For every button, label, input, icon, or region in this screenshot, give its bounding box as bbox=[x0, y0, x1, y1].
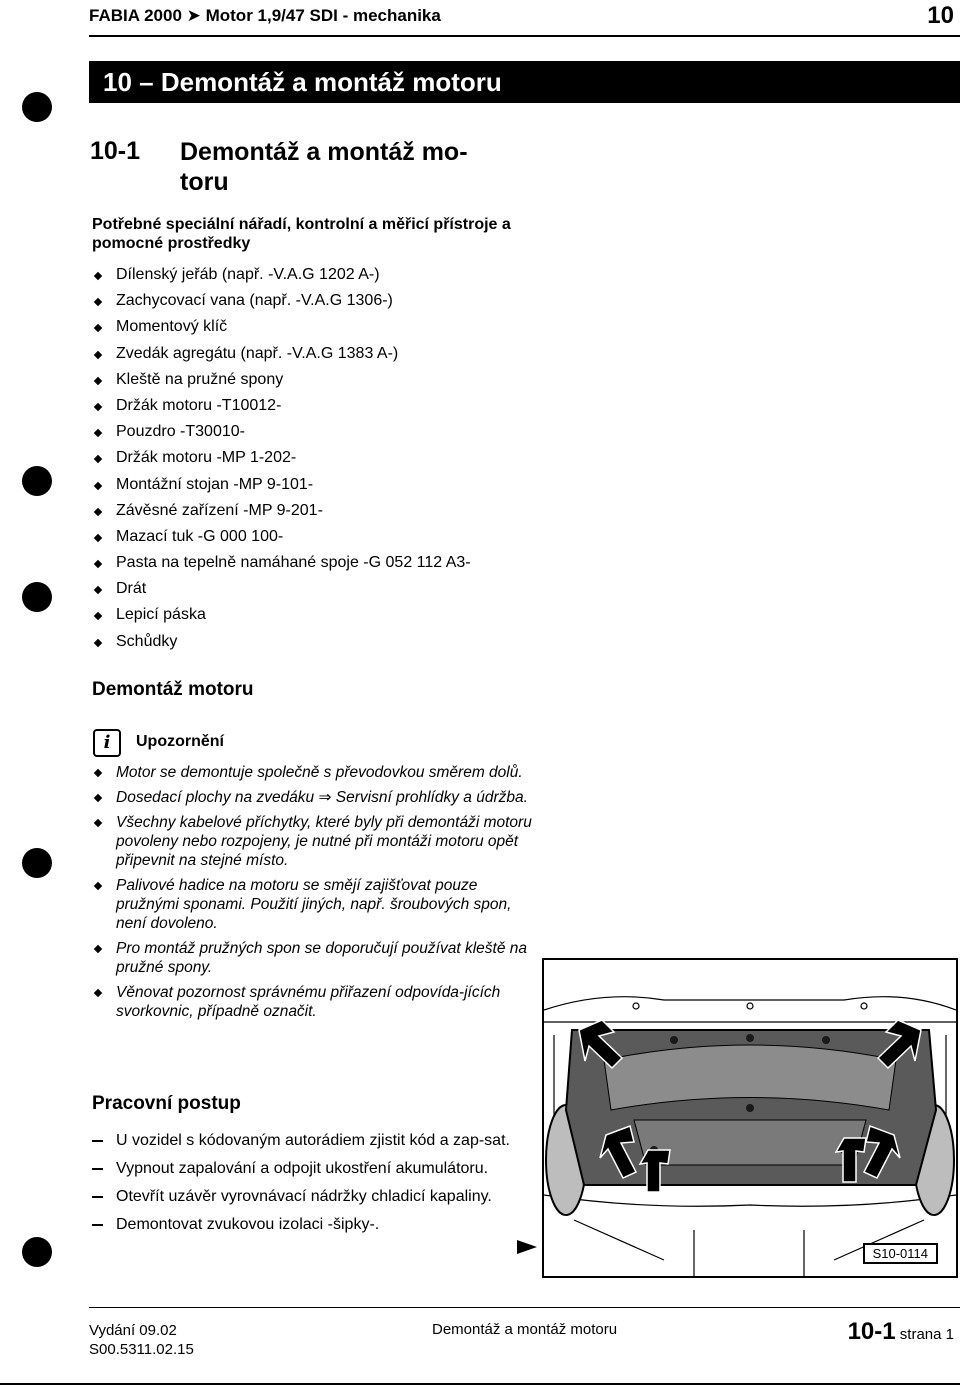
footer-edition-block bbox=[89, 1321, 194, 1359]
bullet-diamond-icon bbox=[94, 324, 102, 332]
tool-item: Montážní stojan -MP 9-101- bbox=[116, 475, 314, 493]
list-item bbox=[92, 876, 532, 933]
tool-item: Drát bbox=[116, 580, 147, 598]
bullet-diamond-icon bbox=[94, 481, 102, 489]
footer-page-code: 10-1 bbox=[847, 1318, 896, 1345]
tool-item: Zvedák agregátu (např. -V.A.G 1383 A-) bbox=[116, 344, 399, 362]
bullet-diamond-icon bbox=[94, 586, 102, 594]
list-item bbox=[92, 419, 532, 445]
footer-divider bbox=[89, 1307, 960, 1308]
list-item bbox=[92, 983, 532, 1021]
tool-item: Pasta na tepelně namáhané spoje -G 052 112 A3- bbox=[116, 554, 471, 572]
punch-hole-icon bbox=[22, 92, 52, 122]
step-text: Otevřít uzávěr vyrovnávací nádržky chladicí kapaliny. bbox=[116, 1188, 492, 1205]
list-item bbox=[92, 262, 532, 288]
underbody-drawing bbox=[544, 960, 956, 1276]
figure-code: S10-0114 bbox=[863, 1243, 938, 1264]
footer-edition: Vydání 09.02 bbox=[89, 1322, 177, 1339]
note-text: Motor se demontuje společně s převodovkou směrem dolů. bbox=[116, 764, 523, 781]
footer-doc-number: S00.5311.02.15 bbox=[89, 1341, 194, 1358]
list-item bbox=[92, 629, 532, 655]
tool-item: Momentový klíč bbox=[116, 318, 228, 336]
list-item bbox=[92, 288, 532, 314]
section-title: Demontáž a montáž mo-toru bbox=[180, 138, 468, 196]
bullet-diamond-icon bbox=[94, 989, 102, 997]
tool-item: Lepicí páska bbox=[116, 606, 206, 624]
tool-item: Dílenský jeřáb (např. -V.A.G 1202 A-) bbox=[116, 266, 380, 283]
chapter-title-bar: 10 – Demontáž a montáž motoru bbox=[89, 61, 960, 103]
tool-item: Zachycovací vana (např. -V.A.G 1306-) bbox=[116, 292, 393, 310]
bullet-diamond-icon bbox=[94, 455, 102, 463]
bullet-diamond-icon bbox=[94, 882, 102, 890]
step-text: Demontovat zvukovou izolaci -šipky-. bbox=[116, 1216, 380, 1233]
list-item bbox=[92, 472, 532, 498]
list-item bbox=[92, 1214, 522, 1235]
info-icon: i bbox=[93, 729, 121, 757]
bullet-diamond-icon bbox=[94, 638, 102, 646]
section-number: 10-1 bbox=[90, 137, 141, 165]
tool-item: Držák motoru -T10012- bbox=[116, 396, 282, 414]
bullet-diamond-icon bbox=[94, 298, 102, 306]
steps-list bbox=[92, 1130, 522, 1242]
tools-list bbox=[92, 262, 532, 655]
continue-arrow-icon bbox=[517, 1240, 537, 1254]
bullet-diamond-icon bbox=[94, 769, 102, 777]
bullet-diamond-icon bbox=[94, 945, 102, 953]
punch-hole-icon bbox=[22, 466, 52, 496]
list-item bbox=[92, 314, 532, 340]
tool-item: Schůdky bbox=[116, 632, 178, 650]
list-item bbox=[92, 524, 532, 550]
tools-heading: Potřebné speciální nářadí, kontrolní a měřicí přístroje a pomocné prostředky bbox=[92, 216, 511, 252]
note-text: Všechny kabelové příchytky, které byly při demontáži motoru povoleny nebo rozpojeny, je nutné při montáži motoru opět připevnit na stejné místo. bbox=[116, 814, 532, 869]
header-divider bbox=[89, 35, 960, 37]
punch-hole-icon bbox=[22, 582, 52, 612]
footer-section-title: Demontáž a montáž motoru bbox=[432, 1321, 618, 1338]
tool-item: Držák motoru -MP 1-202- bbox=[116, 449, 297, 467]
punch-hole-icon bbox=[22, 848, 52, 878]
bullet-diamond-icon bbox=[94, 403, 102, 411]
bottom-divider bbox=[0, 1383, 960, 1385]
running-header-title: FABIA 2000 ➤ Motor 1,9/47 SDI - mechanika bbox=[89, 6, 441, 25]
running-header-chapter: 10 bbox=[927, 2, 954, 29]
procedure-heading: Pracovní postup bbox=[92, 1093, 241, 1114]
list-item bbox=[92, 763, 532, 782]
bullet-diamond-icon bbox=[94, 272, 102, 280]
list-item bbox=[92, 576, 532, 602]
dash-bullet-icon bbox=[92, 1168, 103, 1170]
list-item bbox=[92, 788, 532, 807]
note-text: Věnovat pozornost správnému přiřazení odpovída-jících svorkovnic, případně označit. bbox=[116, 984, 501, 1020]
bullet-diamond-icon bbox=[94, 612, 102, 620]
dash-bullet-icon bbox=[92, 1140, 103, 1142]
footer-page-label: strana 1 bbox=[899, 1326, 954, 1343]
list-item bbox=[92, 1158, 522, 1179]
tool-item: Kleště na pružné spony bbox=[116, 370, 284, 388]
note-text: Palivové hadice na motoru se smějí zajišťovat pouze pružnými sponami. Použití jiných, např. šroubových spon, není dovoleno. bbox=[116, 877, 512, 932]
list-item bbox=[92, 1130, 522, 1151]
bullet-diamond-icon bbox=[94, 377, 102, 385]
list-item bbox=[92, 367, 532, 393]
bullet-diamond-icon bbox=[94, 794, 102, 802]
bullet-diamond-icon bbox=[94, 507, 102, 515]
list-item bbox=[92, 602, 532, 628]
note-text: Dosedací plochy na zvedáku ⇒ Servisní prohlídky a údržba. bbox=[116, 789, 528, 806]
list-item bbox=[92, 393, 532, 419]
list-item bbox=[92, 341, 532, 367]
tool-item: Závěsné zařízení -MP 9-201- bbox=[116, 501, 323, 519]
list-item bbox=[92, 550, 532, 576]
tool-item: Mazací tuk -G 000 100- bbox=[116, 527, 284, 545]
list-item bbox=[92, 445, 532, 471]
step-text: Vypnout zapalování a odpojit ukostření akumulátoru. bbox=[116, 1160, 489, 1177]
dash-bullet-icon bbox=[92, 1196, 103, 1198]
figure-underbody-illustration bbox=[542, 958, 958, 1278]
dash-bullet-icon bbox=[92, 1224, 103, 1226]
list-item bbox=[92, 813, 532, 870]
tool-item: Pouzdro -T30010- bbox=[116, 423, 245, 441]
bullet-diamond-icon bbox=[94, 560, 102, 568]
step-text: U vozidel s kódovaným autorádiem zjistit kód a zap-sat. bbox=[116, 1132, 510, 1149]
bullet-diamond-icon bbox=[94, 819, 102, 827]
list-item bbox=[92, 939, 532, 977]
notes-list bbox=[92, 763, 532, 1027]
note-label: Upozornění bbox=[136, 733, 224, 750]
bullet-diamond-icon bbox=[94, 350, 102, 358]
punch-hole-icon bbox=[22, 1237, 52, 1267]
list-item bbox=[92, 1186, 522, 1207]
list-item bbox=[92, 498, 532, 524]
bullet-diamond-icon bbox=[94, 429, 102, 437]
removal-heading: Demontáž motoru bbox=[92, 679, 254, 700]
bullet-diamond-icon bbox=[94, 534, 102, 542]
note-text: Pro montáž pružných spon se doporučují používat kleště na pružné spony. bbox=[116, 940, 527, 976]
footer-page-block bbox=[848, 1318, 954, 1346]
